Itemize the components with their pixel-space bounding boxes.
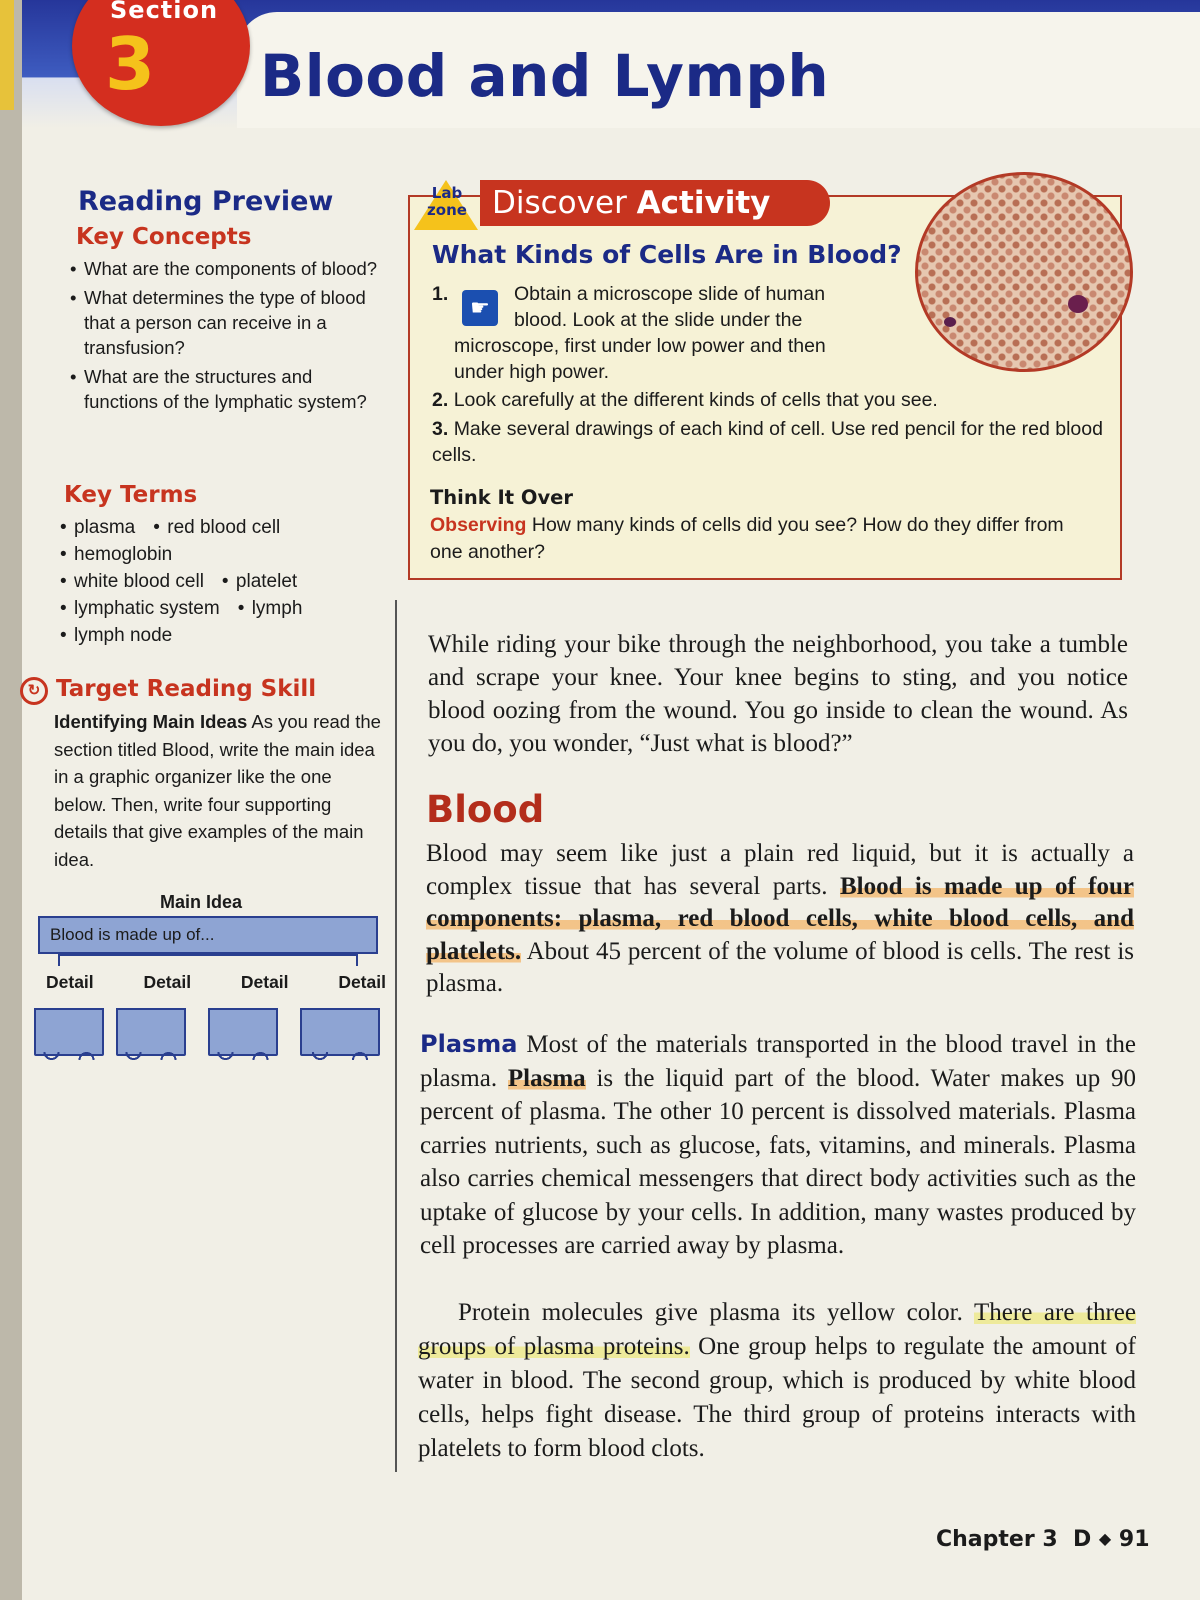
- key-term: • plasma: [60, 514, 135, 541]
- white-blood-cell: [944, 317, 956, 327]
- column-divider: [395, 600, 397, 1472]
- key-term: • lymph node: [60, 622, 172, 649]
- detail-box: [116, 1008, 186, 1056]
- step-text: Obtain a microscope slide of human blood. Look at the slide under the: [514, 283, 826, 331]
- white-blood-cell: [1068, 295, 1088, 313]
- detail-label: Detail: [240, 972, 289, 992]
- highlighted-sentence: There are three groups of plasma proteins.: [418, 1299, 1136, 1360]
- plasma-subheading: Plasma: [420, 1030, 518, 1058]
- key-term: • platelet: [222, 568, 297, 595]
- lab-zone-label: [418, 185, 476, 219]
- step-number: 1.: [432, 283, 449, 305]
- protein-paragraph: Protein molecules give plasma its yellow color. There are three groups of plasma proteins. One group helps to regulate the amount of water in blood. The second group, which is produced by white blood cells, helps fight disease. The third group of proteins interacts with platelets to form blood clots.: [418, 1299, 1136, 1462]
- key-term: • red blood cell: [153, 514, 280, 541]
- key-terms-list: [60, 514, 400, 649]
- detail-box: [34, 1008, 104, 1056]
- lab-zone-line: zone: [427, 201, 467, 219]
- key-concepts-list: [70, 256, 390, 418]
- target-skill-icon: ↻: [20, 677, 48, 705]
- blood-micrograph-image: [915, 172, 1133, 372]
- banner-word: Discover: [492, 185, 627, 221]
- plasma-paragraph: Plasma Most of the materials transported in the blood travel in the plasma. Plasma is the liquid part of the blood. Water makes up 90 percent of plasma. The other 10 percent is dissolved materials. Plasma carries nutrients, such as glucose, fats, vitamins, and minerals. Plasma also carries chemical messengers that direct body activities such as the uptake of glucose by your cells. In addition, many wastes produced by cell processes are carried away by plasma.: [420, 1030, 1137, 1259]
- section-number: 3: [105, 22, 156, 106]
- key-terms-title: Key Terms: [64, 482, 198, 508]
- adjacent-page-edge: [0, 0, 14, 110]
- think-it-over-title: Think It Over: [430, 486, 574, 509]
- page-title: Blood and Lymph: [260, 42, 830, 110]
- detail-label: Detail: [143, 972, 192, 992]
- observing-question: How many kinds of cells did you see? How do they differ from one another?: [430, 514, 1064, 563]
- safety-icon: ☛: [462, 290, 498, 326]
- page-binding-edge: [0, 0, 22, 1600]
- book-letter: D: [1072, 1527, 1092, 1552]
- organizer-connector: [58, 954, 358, 966]
- intro-paragraph: While riding your bike through the neighborhood, you take a tumble and scrape your knee. Your knee begins to sting, and you notice blood oozing from the wound. You go inside to clean the wound. As you do, you wonder, “Just what is blood?”: [428, 631, 1128, 757]
- reading-preview-title: Reading Preview: [78, 186, 334, 217]
- activity-step: 3. Make several drawings of each kind of cell. Use red pencil for the red blood cells.: [432, 418, 1103, 466]
- section-label: Section: [110, 0, 219, 24]
- page-footer: [936, 1527, 1150, 1552]
- observing-label: Observing: [430, 514, 527, 536]
- key-concept-item: • What are the components of blood?: [70, 256, 390, 281]
- highlighted-key-concept: Blood is made up of four components: plasma, red blood cells, white blood cells, and platelets.: [426, 872, 1135, 965]
- step-text: microscope, first under low power and then under high power.: [454, 335, 826, 383]
- page-number: 91: [1118, 1527, 1150, 1552]
- skill-instructions: As you read the section titled Blood, write the main idea in a graphic organizer like the one below. Then, write four supporting details that give examples of the main idea.: [54, 711, 381, 870]
- detail-label: Detail: [46, 972, 94, 992]
- key-term: • white blood cell: [60, 568, 204, 595]
- target-reading-skill-title: Target Reading Skill: [56, 676, 317, 702]
- detail-box: [208, 1008, 278, 1056]
- discover-activity-banner: [480, 180, 830, 226]
- chapter-label: Chapter 3: [936, 1527, 1058, 1552]
- plasma-key-term: Plasma: [507, 1064, 586, 1092]
- main-idea-box: Blood is made up of...: [38, 916, 378, 954]
- observing-text: [430, 512, 1100, 566]
- key-term: • lymphatic system: [60, 595, 220, 622]
- blood-heading: Blood: [426, 788, 545, 831]
- detail-box: [300, 1008, 380, 1056]
- key-concept-item: • What are the structures and functions of the lymphatic system?: [70, 364, 390, 414]
- key-term: • lymph: [238, 595, 303, 622]
- key-concepts-title: Key Concepts: [76, 224, 252, 250]
- diamond-icon: ◆: [1098, 1529, 1112, 1548]
- banner-word-bold: Activity: [636, 185, 771, 221]
- activity-question: What Kinds of Cells Are in Blood?: [432, 240, 902, 269]
- detail-labels: [46, 972, 386, 993]
- detail-boxes: [34, 1002, 380, 1062]
- activity-step: 2. Look carefully at the different kinds of cells that you see.: [432, 389, 938, 411]
- skill-name: Identifying Main Ideas: [54, 711, 248, 732]
- key-term: • hemoglobin: [60, 541, 172, 568]
- main-idea-label: Main Idea: [160, 892, 243, 912]
- target-reading-skill-text: [54, 708, 384, 873]
- blood-paragraph: Blood may seem like just a plain red liquid, but it is actually a complex tissue that has several parts. Blood is made up of four components: plasma, red blood cells, white blood cells, and platelets. About 45 percent of the volume of blood is cells. The rest is plasma.: [426, 840, 1135, 997]
- lab-zone-line: Lab: [431, 184, 463, 202]
- detail-label: Detail: [338, 972, 386, 992]
- key-concept-item: • What determines the type of blood that a person can receive in a transfusion?: [70, 285, 390, 360]
